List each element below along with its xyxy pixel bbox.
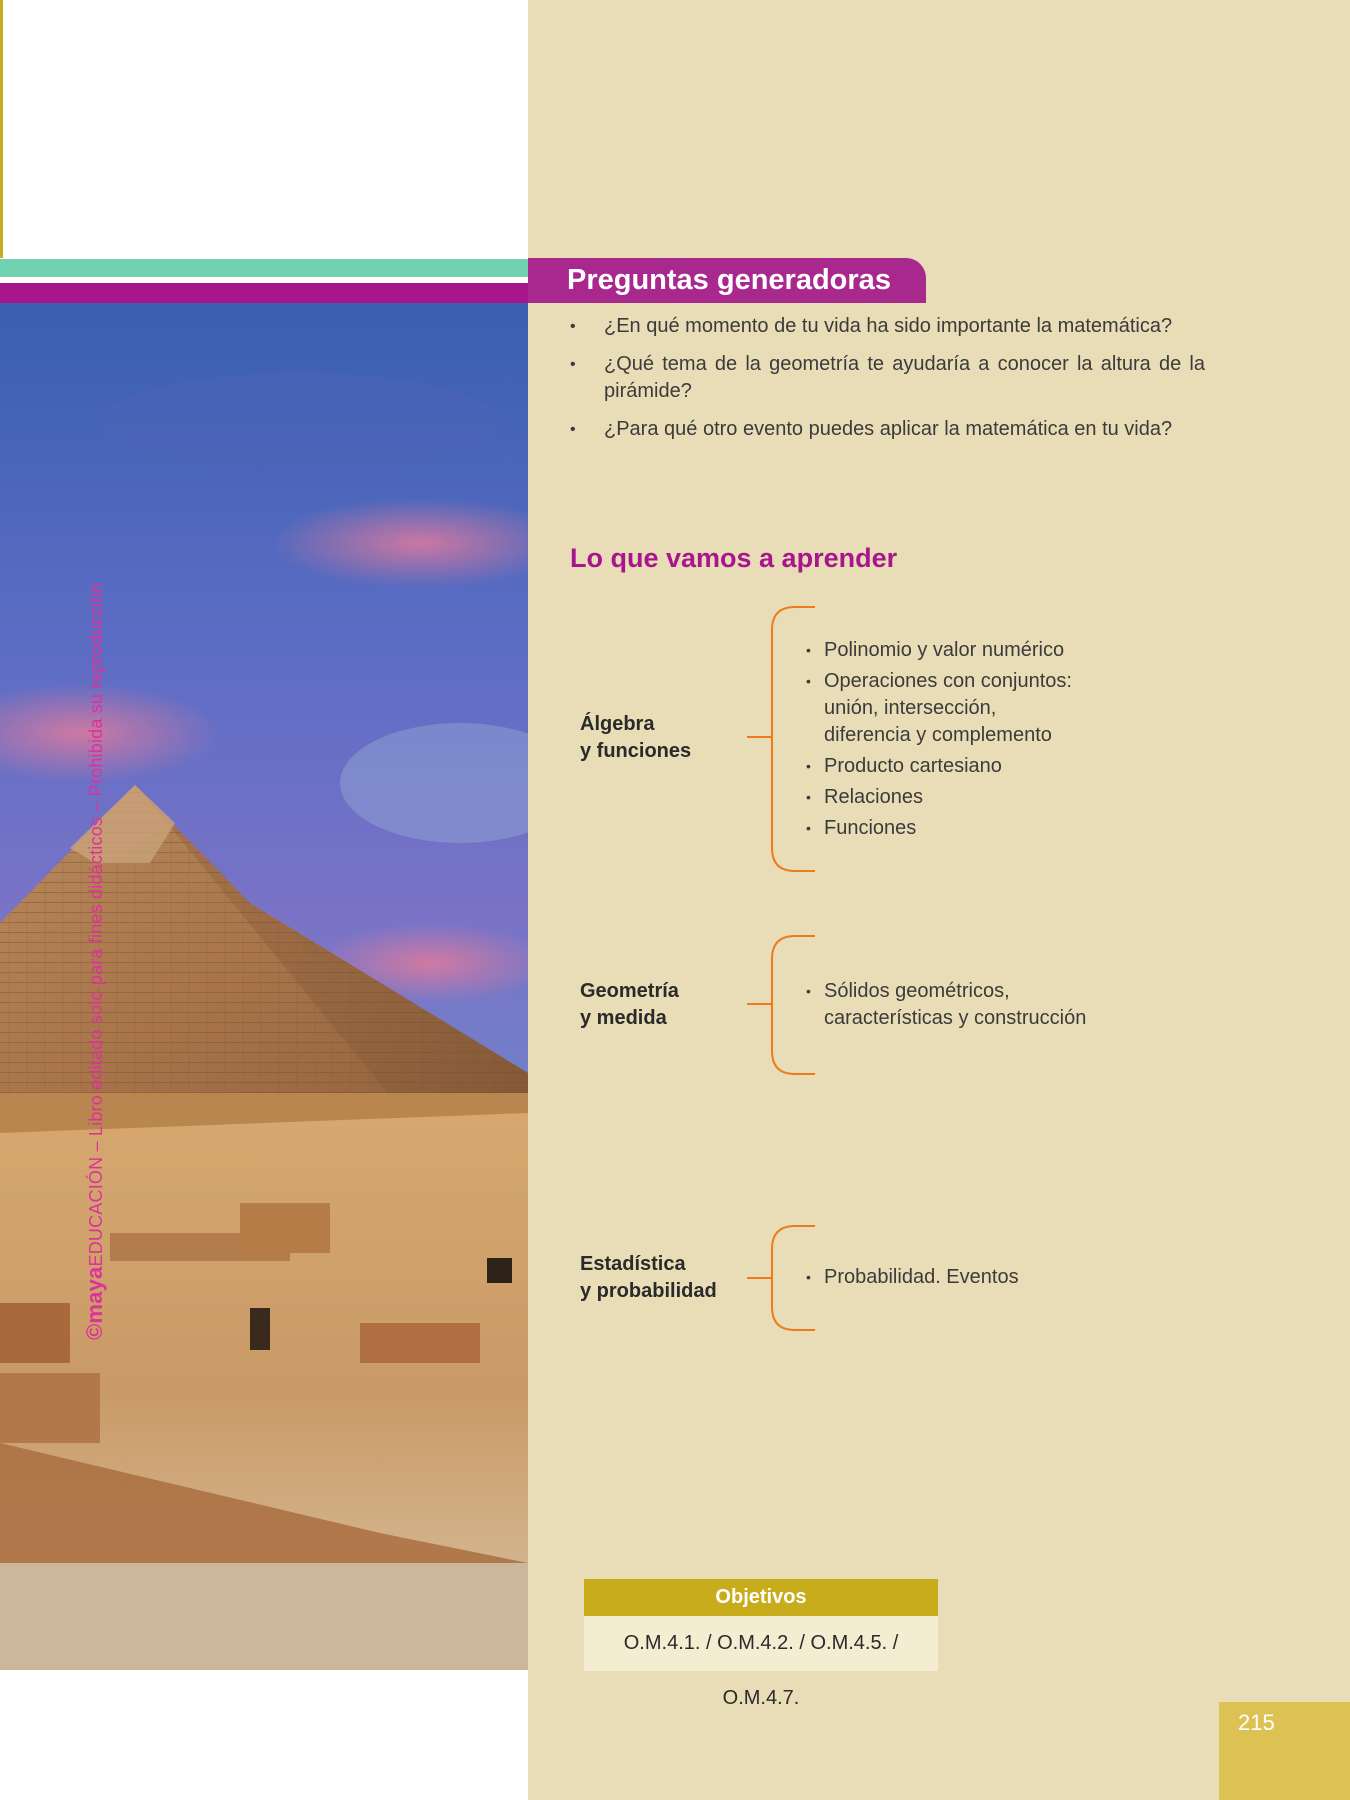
learn-title: Lo que vamos a aprender — [570, 543, 898, 573]
magenta-stripe — [0, 283, 528, 303]
question-item: • ¿En qué momento de tu vida ha sido importante la matemática? — [570, 313, 1205, 340]
category-geometry — [580, 978, 679, 1032]
pyramid-photo — [0, 303, 528, 1670]
question-item: • ¿Qué tema de la geometría te ayudaría a conocer la altura de la pirámide? — [570, 351, 1205, 405]
items-algebra — [806, 637, 1086, 846]
category-statistics — [580, 1251, 717, 1305]
left-edge-rule — [0, 0, 3, 258]
objectives-box — [584, 1579, 938, 1709]
topic-item: • Relaciones — [806, 784, 1086, 811]
topic-item: • Polinomio y valor numérico — [806, 637, 1086, 664]
watermark-text: EDUCACIÓN – Libro editado solo para fines didácticos – Prohibida su reproducción — [86, 582, 106, 1267]
category-line: Álgebra — [580, 713, 655, 735]
category-line: Geometría — [580, 980, 679, 1002]
category-line: y funciones — [580, 740, 692, 762]
items-statistics — [806, 1264, 1019, 1295]
topic-item: • Operaciones con conjuntos: unión, intersección, diferencia y complemento — [806, 668, 1086, 749]
items-geometry — [806, 978, 1114, 1036]
copyright-watermark — [82, 480, 108, 1340]
question-item: • ¿Para qué otro evento puedes aplicar la matemática en tu vida? — [570, 416, 1205, 443]
topic-item: • Funciones — [806, 815, 1086, 842]
category-line: y medida — [580, 1007, 667, 1029]
teal-stripe — [0, 259, 528, 277]
pyramid-illustration — [0, 303, 528, 1670]
category-line: Estadística — [580, 1253, 686, 1275]
topic-item: • Sólidos geométricos, características y construcción — [806, 978, 1114, 1032]
topic-item: • Producto cartesiano — [806, 753, 1086, 780]
page-number: 215 — [1238, 1710, 1275, 1735]
objectives-codes: O.M.4.1. / O.M.4.2. / O.M.4.5. / O.M.4.7. — [584, 1616, 938, 1671]
objectives-title: Objetivos — [584, 1579, 938, 1616]
questions-list — [570, 313, 1205, 454]
category-algebra — [580, 711, 691, 765]
questions-title: Preguntas generadoras — [567, 264, 891, 296]
category-line: y probabilidad — [580, 1280, 717, 1302]
topic-item: • Probabilidad. Eventos — [806, 1264, 1019, 1291]
watermark-brand: ©maya — [82, 1266, 107, 1340]
